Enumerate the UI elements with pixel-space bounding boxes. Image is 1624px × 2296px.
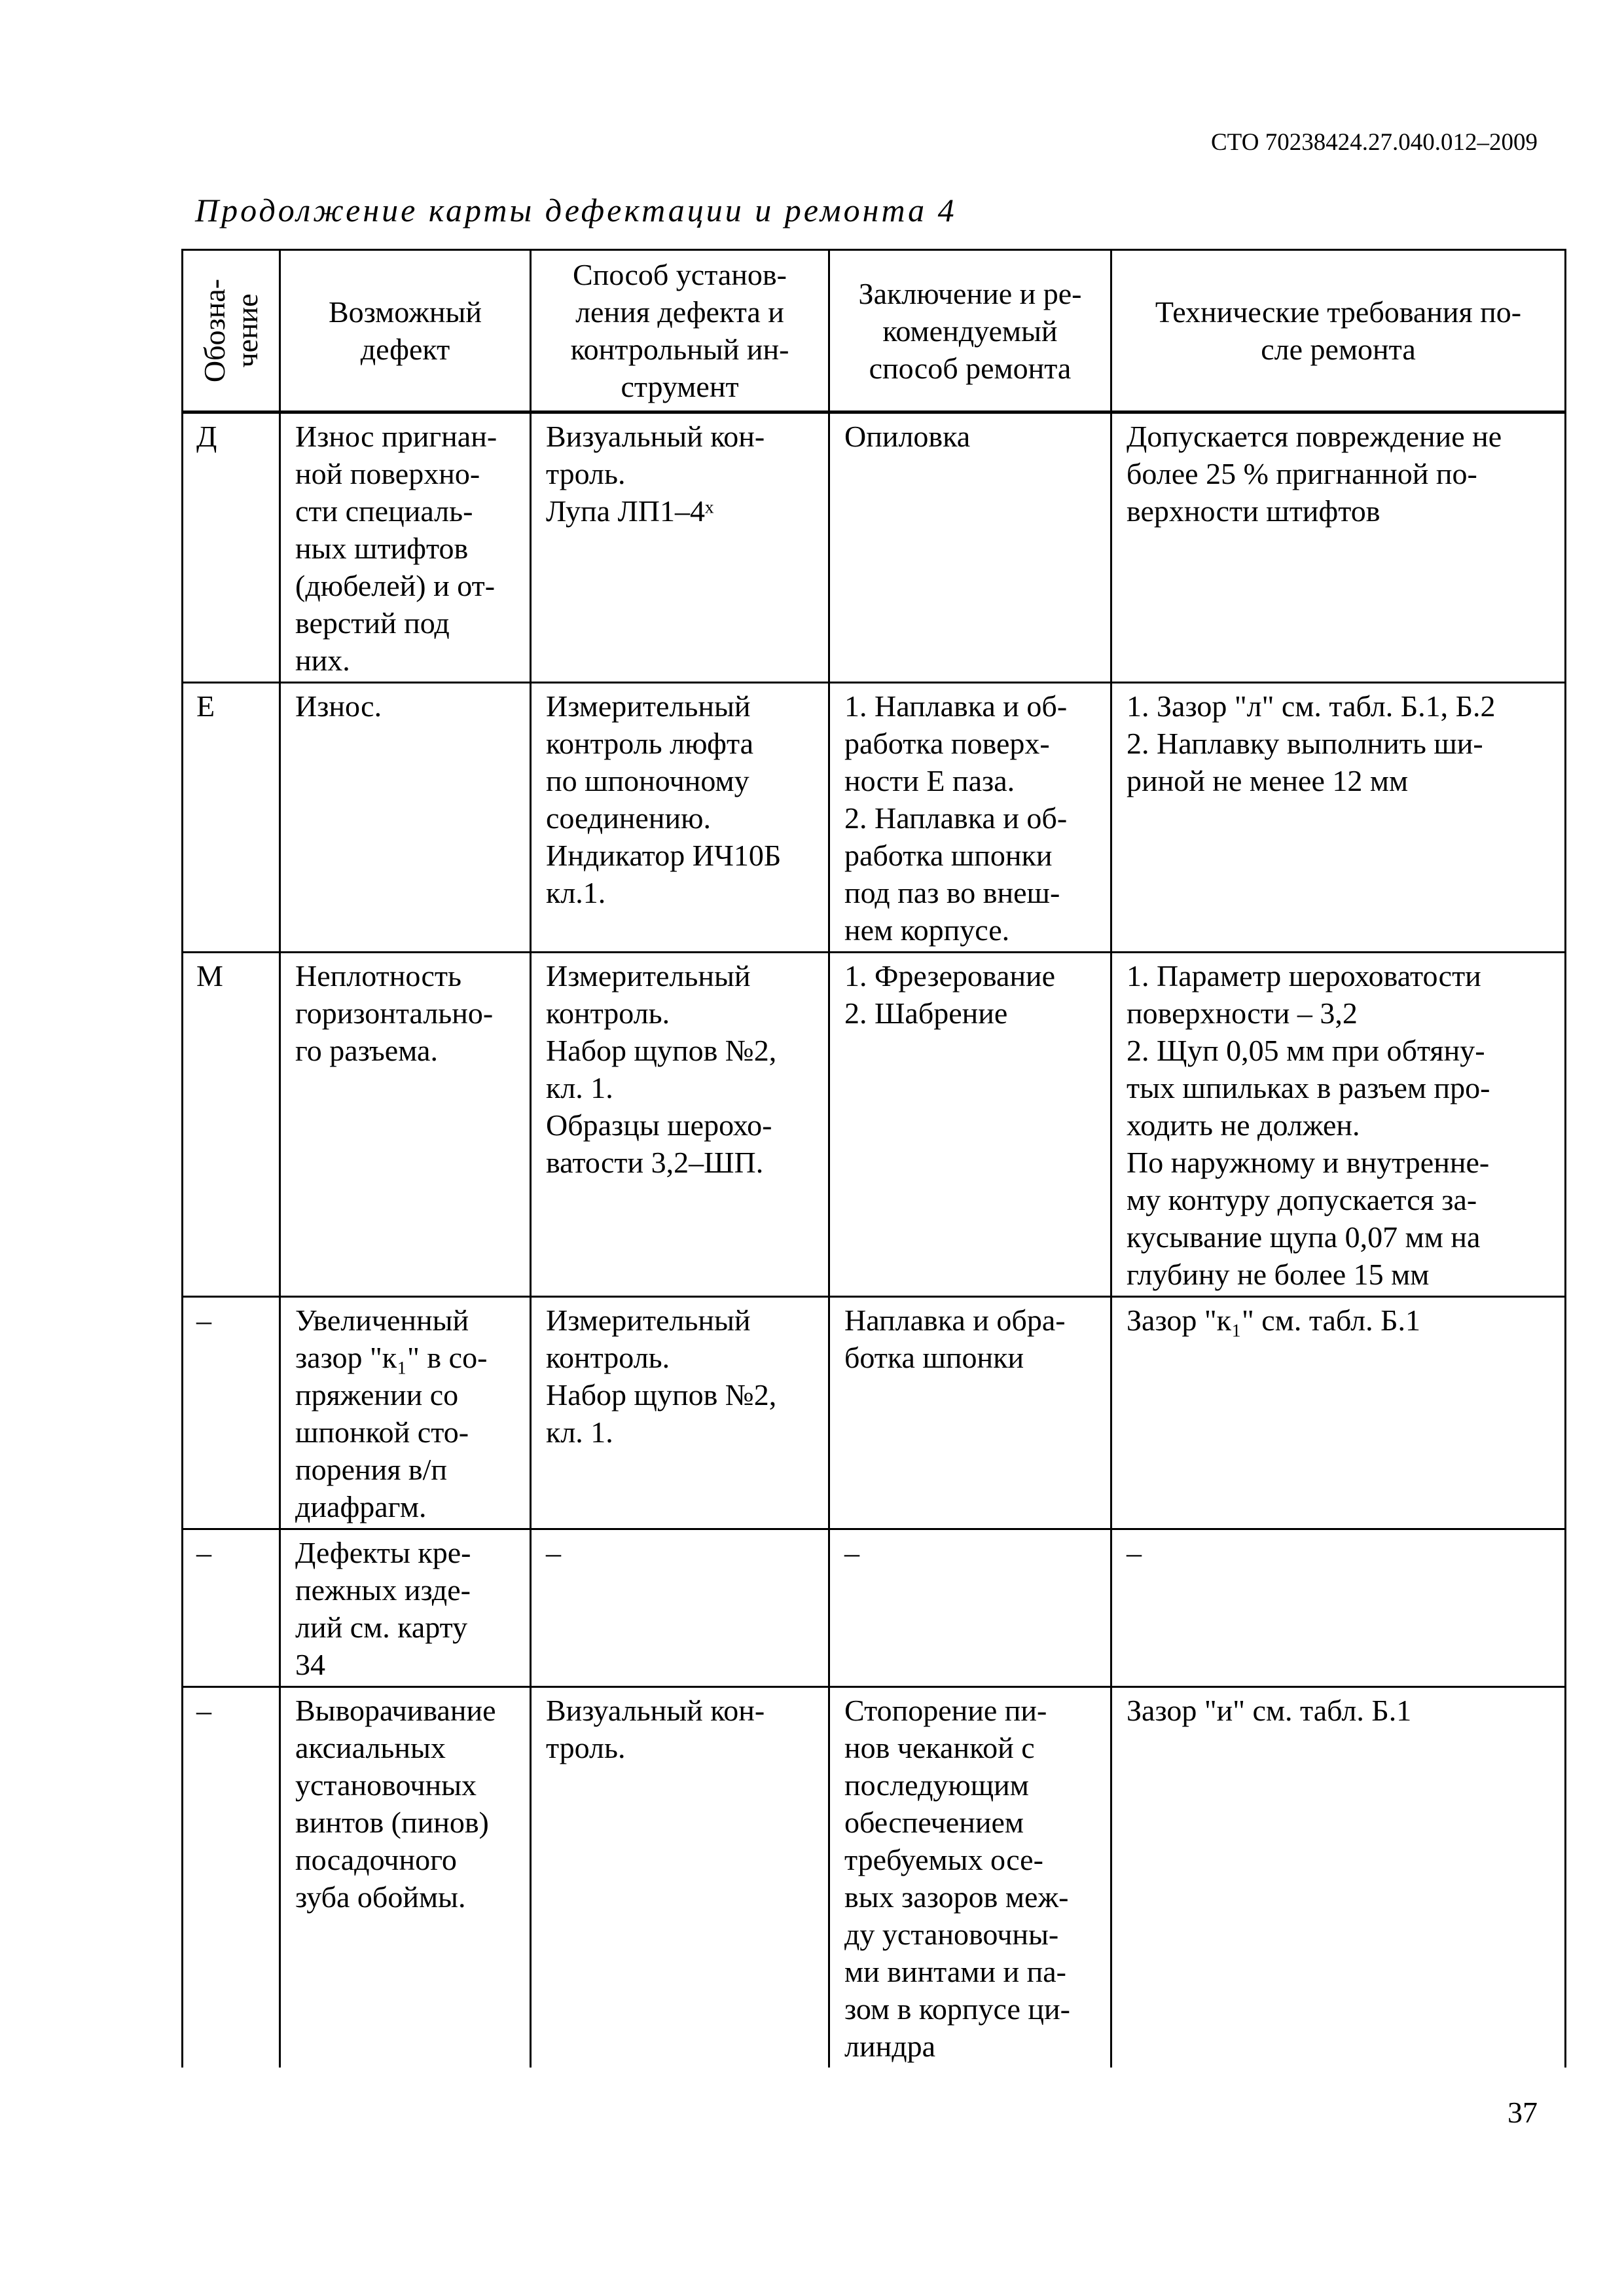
cell-repair: Опиловка	[829, 412, 1111, 683]
cell-symbol: –	[183, 1687, 280, 2068]
cell-method: Визуальный кон- троль.	[531, 1687, 829, 2068]
cell-symbol: –	[183, 1297, 280, 1529]
cell-symbol: М	[183, 953, 280, 1297]
defect-repair-table	[181, 249, 1566, 2068]
cell-defect: Износ пригнан- ной поверхно- сти специаль- ных штифтов (дюбелей) и от- верстий под них.	[280, 412, 531, 683]
cell-requirements: Зазор "к₁" см. табл. Б.1	[1111, 1297, 1566, 1529]
cell-requirements: –	[1111, 1529, 1566, 1687]
cell-defect: Увеличенный зазор "к₁" в со- пряжении со шпонкой сто- порения в/п диафрагм.	[280, 1297, 531, 1529]
cell-defect: Износ.	[280, 683, 531, 953]
cell-repair: 1. Наплавка и об- работка поверх- ности Е паза. 2. Наплавка и об- работка шпонки под паз во внеш- нем корпусе.	[829, 683, 1111, 953]
cell-symbol: Е	[183, 683, 280, 953]
cell-requirements: 1. Зазор "л" см. табл. Б.1, Б.2 2. Наплавку выполнить ши- риной не менее 12 мм	[1111, 683, 1566, 953]
cell-method: Измерительный контроль люфта по шпоночному соединению. Индикатор ИЧ10Б кл.1.	[531, 683, 829, 953]
table-row	[183, 1687, 1566, 2068]
column-header-repair: Заключение и ре- комендуемый способ ремонта	[829, 250, 1111, 412]
cell-repair: Стопорение пи- нов чеканкой с последующим обеспечением требуемых осе- вых зазоров меж- ду установочны- ми винтами и па- зом в корпусе ци- линдра	[829, 1687, 1111, 2068]
cell-requirements: Допускается повреждение не более 25 % пригнанной по- верхности штифтов	[1111, 412, 1566, 683]
cell-requirements: 1. Параметр шероховатости поверхности – 3,2 2. Щуп 0,05 мм при обтяну- тых шпильках в разъем про- ходить не должен. По наружному и внутренне- му контуру допускается за- кусывание щупа 0,07 мм на глубину не более 15 мм	[1111, 953, 1566, 1297]
cell-method: Измерительный контроль. Набор щупов №2, кл. 1. Образцы шерохо- ватости 3,2–ШП.	[531, 953, 829, 1297]
column-header-symbol	[183, 250, 280, 412]
column-header-requirements: Технические требования по- сле ремонта	[1111, 250, 1566, 412]
cell-repair: 1. Фрезерование 2. Шабрение	[829, 953, 1111, 1297]
table-row	[183, 953, 1566, 1297]
table-row	[183, 1297, 1566, 1529]
cell-repair: Наплавка и обра- ботка шпонки	[829, 1297, 1111, 1529]
cell-defect: Выворачивание аксиальных установочных винтов (пинов) посадочного зуба обоймы.	[280, 1687, 531, 2068]
cell-method: –	[531, 1529, 829, 1687]
table-row	[183, 1529, 1566, 1687]
page-number: 37	[1507, 2096, 1538, 2129]
column-header-method: Способ установ- ления дефекта и контрольный ин- струмент	[531, 250, 829, 412]
cell-method: Измерительный контроль. Набор щупов №2, кл. 1.	[531, 1297, 829, 1529]
cell-repair: –	[829, 1529, 1111, 1687]
column-header-symbol-label: Обозна- чение	[198, 278, 264, 383]
table-header-row	[183, 250, 1566, 412]
cell-defect: Неплотность горизонтально- го разъема.	[280, 953, 531, 1297]
column-header-defect: Возможный дефект	[280, 250, 531, 412]
cell-requirements: Зазор "и" см. табл. Б.1	[1111, 1687, 1566, 2068]
cell-symbol: –	[183, 1529, 280, 1687]
cell-defect: Дефекты кре- пежных изде- лий см. карту 34	[280, 1529, 531, 1687]
table-row	[183, 683, 1566, 953]
cell-symbol: Д	[183, 412, 280, 683]
table-caption: Продолжение карты дефектации и ремонта 4	[195, 192, 957, 228]
document-code: СТО 70238424.27.040.012–2009	[1210, 129, 1538, 156]
cell-method: Визуальный кон- троль. Лупа ЛП1–4ˣ	[531, 412, 829, 683]
table-row	[183, 412, 1566, 683]
